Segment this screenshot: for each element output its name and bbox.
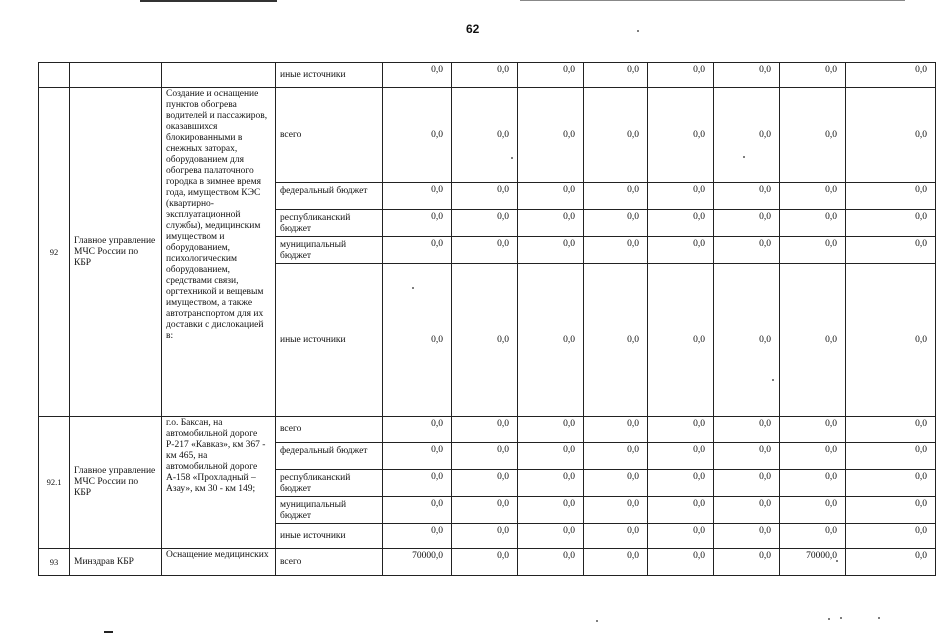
value-cell: 0,0 bbox=[780, 264, 846, 417]
value-cell: 0,0 bbox=[518, 210, 584, 237]
value-cell: 0,0 bbox=[518, 443, 584, 470]
source-cell: иные источники bbox=[276, 264, 383, 417]
num-cell: 92 bbox=[39, 88, 70, 417]
value-cell: 0,0 bbox=[648, 417, 714, 443]
value-cell: 0,0 bbox=[714, 264, 780, 417]
value-cell: 70000,0 bbox=[780, 549, 846, 576]
value-cell: 0,0 bbox=[648, 237, 714, 264]
value-cell: 0,0 bbox=[584, 88, 648, 183]
value-cell: 0,0 bbox=[383, 210, 452, 237]
value-cell: 0,0 bbox=[648, 264, 714, 417]
value-cell: 0,0 bbox=[584, 549, 648, 576]
value-cell: 0,0 bbox=[714, 443, 780, 470]
value-cell: 0,0 bbox=[648, 470, 714, 497]
source-cell: всего bbox=[276, 88, 383, 183]
value-cell: 0,0 bbox=[846, 88, 936, 183]
value-cell: 0,0 bbox=[780, 470, 846, 497]
value-cell: 0,0 bbox=[452, 183, 518, 210]
top-rule-right bbox=[520, 0, 905, 1]
value-cell: 0,0 bbox=[518, 497, 584, 524]
value-cell: 0,0 bbox=[383, 264, 452, 417]
value-cell: 0,0 bbox=[846, 549, 936, 576]
value-cell: 0,0 bbox=[383, 497, 452, 524]
value-cell: 0,0 bbox=[383, 443, 452, 470]
source-cell: муниципальный бюджет bbox=[276, 237, 383, 264]
value-cell: 0,0 bbox=[584, 264, 648, 417]
value-cell: 0,0 bbox=[584, 63, 648, 88]
value-cell: 0,0 bbox=[846, 237, 936, 264]
value-cell: 0,0 bbox=[780, 88, 846, 183]
value-cell: 0,0 bbox=[584, 497, 648, 524]
budget-table bbox=[38, 62, 936, 576]
value-cell: 0,0 bbox=[584, 524, 648, 549]
source-cell: всего bbox=[276, 417, 383, 443]
value-cell: 0,0 bbox=[518, 88, 584, 183]
source-cell: республиканский бюджет bbox=[276, 210, 383, 237]
source-cell: иные источники bbox=[276, 63, 383, 88]
value-cell: 0,0 bbox=[780, 237, 846, 264]
num-cell bbox=[39, 63, 70, 88]
table-row bbox=[39, 549, 936, 576]
value-cell: 0,0 bbox=[383, 183, 452, 210]
desc-cell: Оснащение медицинских bbox=[162, 549, 276, 576]
table-row bbox=[39, 63, 936, 88]
value-cell: 0,0 bbox=[383, 470, 452, 497]
value-cell: 0,0 bbox=[714, 470, 780, 497]
value-cell: 0,0 bbox=[780, 524, 846, 549]
scan-speck bbox=[637, 30, 639, 32]
value-cell: 0,0 bbox=[648, 183, 714, 210]
value-cell: 0,0 bbox=[846, 264, 936, 417]
org-cell bbox=[70, 63, 162, 88]
value-cell: 0,0 bbox=[452, 88, 518, 183]
value-cell: 0,0 bbox=[584, 470, 648, 497]
value-cell: 0,0 bbox=[780, 497, 846, 524]
top-rule-left bbox=[140, 0, 277, 2]
value-cell: 0,0 bbox=[714, 549, 780, 576]
value-cell: 0,0 bbox=[518, 237, 584, 264]
value-cell: 0,0 bbox=[383, 524, 452, 549]
scan-speck bbox=[596, 620, 598, 622]
value-cell: 0,0 bbox=[518, 264, 584, 417]
value-cell: 0,0 bbox=[452, 549, 518, 576]
value-cell: 0,0 bbox=[846, 417, 936, 443]
value-cell: 0,0 bbox=[584, 210, 648, 237]
num-cell: 93 bbox=[39, 549, 70, 576]
value-cell: 0,0 bbox=[584, 183, 648, 210]
value-cell: 0,0 bbox=[714, 210, 780, 237]
value-cell: 0,0 bbox=[452, 264, 518, 417]
org-cell: Главное управление МЧС России по КБР bbox=[70, 417, 162, 549]
value-cell: 0,0 bbox=[648, 524, 714, 549]
value-cell: 0,0 bbox=[714, 88, 780, 183]
value-cell: 0,0 bbox=[714, 237, 780, 264]
value-cell: 0,0 bbox=[648, 549, 714, 576]
value-cell: 0,0 bbox=[452, 443, 518, 470]
value-cell: 0,0 bbox=[452, 497, 518, 524]
value-cell: 0,0 bbox=[846, 524, 936, 549]
value-cell: 0,0 bbox=[383, 237, 452, 264]
value-cell: 0,0 bbox=[714, 183, 780, 210]
source-cell: всего bbox=[276, 549, 383, 576]
scan-speck bbox=[828, 618, 830, 620]
value-cell: 0,0 bbox=[518, 417, 584, 443]
value-cell: 0,0 bbox=[518, 63, 584, 88]
value-cell: 0,0 bbox=[648, 88, 714, 183]
value-cell: 0,0 bbox=[452, 524, 518, 549]
value-cell: 0,0 bbox=[518, 470, 584, 497]
value-cell: 0,0 bbox=[452, 210, 518, 237]
value-cell: 0,0 bbox=[714, 524, 780, 549]
value-cell: 0,0 bbox=[518, 549, 584, 576]
table-row bbox=[39, 417, 936, 443]
value-cell: 0,0 bbox=[383, 88, 452, 183]
value-cell: 0,0 bbox=[452, 470, 518, 497]
value-cell: 0,0 bbox=[714, 63, 780, 88]
value-cell: 0,0 bbox=[518, 183, 584, 210]
value-cell: 0,0 bbox=[452, 237, 518, 264]
value-cell: 0,0 bbox=[584, 443, 648, 470]
value-cell: 70000,0 bbox=[383, 549, 452, 576]
value-cell: 0,0 bbox=[714, 417, 780, 443]
value-cell: 0,0 bbox=[846, 443, 936, 470]
org-cell: Главное управление МЧС России по КБР bbox=[70, 88, 162, 417]
source-cell: федеральный бюджет bbox=[276, 443, 383, 470]
value-cell: 0,0 bbox=[846, 497, 936, 524]
value-cell: 0,0 bbox=[648, 443, 714, 470]
value-cell: 0,0 bbox=[780, 63, 846, 88]
value-cell: 0,0 bbox=[383, 417, 452, 443]
value-cell: 0,0 bbox=[714, 497, 780, 524]
desc-cell: Создание и оснащение пунктов обогрева водителей и пассажиров, оказавшихся блокированными в снежных заторах, оборудованием для обогрева палаточного городка в зимнее время года, имуществом КЭС (квартирно-эксплуатационной службы), медицинским имуществом и оборудованием, психологическим оборудованием, средствами связи, оргтехникой и вещевым имуществом, а также автотранспортом для их доставки с дислокацией в: bbox=[162, 88, 276, 417]
source-cell: муниципальный бюджет bbox=[276, 497, 383, 524]
source-cell: федеральный бюджет bbox=[276, 183, 383, 210]
scan-mark bbox=[104, 631, 113, 633]
value-cell: 0,0 bbox=[584, 417, 648, 443]
value-cell: 0,0 bbox=[846, 183, 936, 210]
value-cell: 0,0 bbox=[648, 63, 714, 88]
source-cell: республиканский бюджет bbox=[276, 470, 383, 497]
num-cell: 92.1 bbox=[39, 417, 70, 549]
scan-speck bbox=[878, 617, 880, 619]
value-cell: 0,0 bbox=[452, 417, 518, 443]
value-cell: 0,0 bbox=[780, 443, 846, 470]
desc-cell: г.о. Баксан, на автомобильной дороге Р-217 «Кавказ», км 367 - км 465, на автомобильной дороге А-158 «Прохладный – Азау», км 30 - км 149; bbox=[162, 417, 276, 549]
value-cell: 0,0 bbox=[584, 237, 648, 264]
value-cell: 0,0 bbox=[780, 417, 846, 443]
source-cell: иные источники bbox=[276, 524, 383, 549]
value-cell: 0,0 bbox=[648, 497, 714, 524]
value-cell: 0,0 bbox=[383, 63, 452, 88]
value-cell: 0,0 bbox=[846, 470, 936, 497]
org-cell: Минздрав КБР bbox=[70, 549, 162, 576]
scan-speck bbox=[840, 617, 842, 619]
value-cell: 0,0 bbox=[780, 210, 846, 237]
value-cell: 0,0 bbox=[846, 210, 936, 237]
desc-cell bbox=[162, 63, 276, 88]
value-cell: 0,0 bbox=[780, 183, 846, 210]
page-number: 62 bbox=[466, 22, 480, 36]
value-cell: 0,0 bbox=[452, 63, 518, 88]
table-row bbox=[39, 88, 936, 183]
value-cell: 0,0 bbox=[648, 210, 714, 237]
value-cell: 0,0 bbox=[846, 63, 936, 88]
value-cell: 0,0 bbox=[518, 524, 584, 549]
